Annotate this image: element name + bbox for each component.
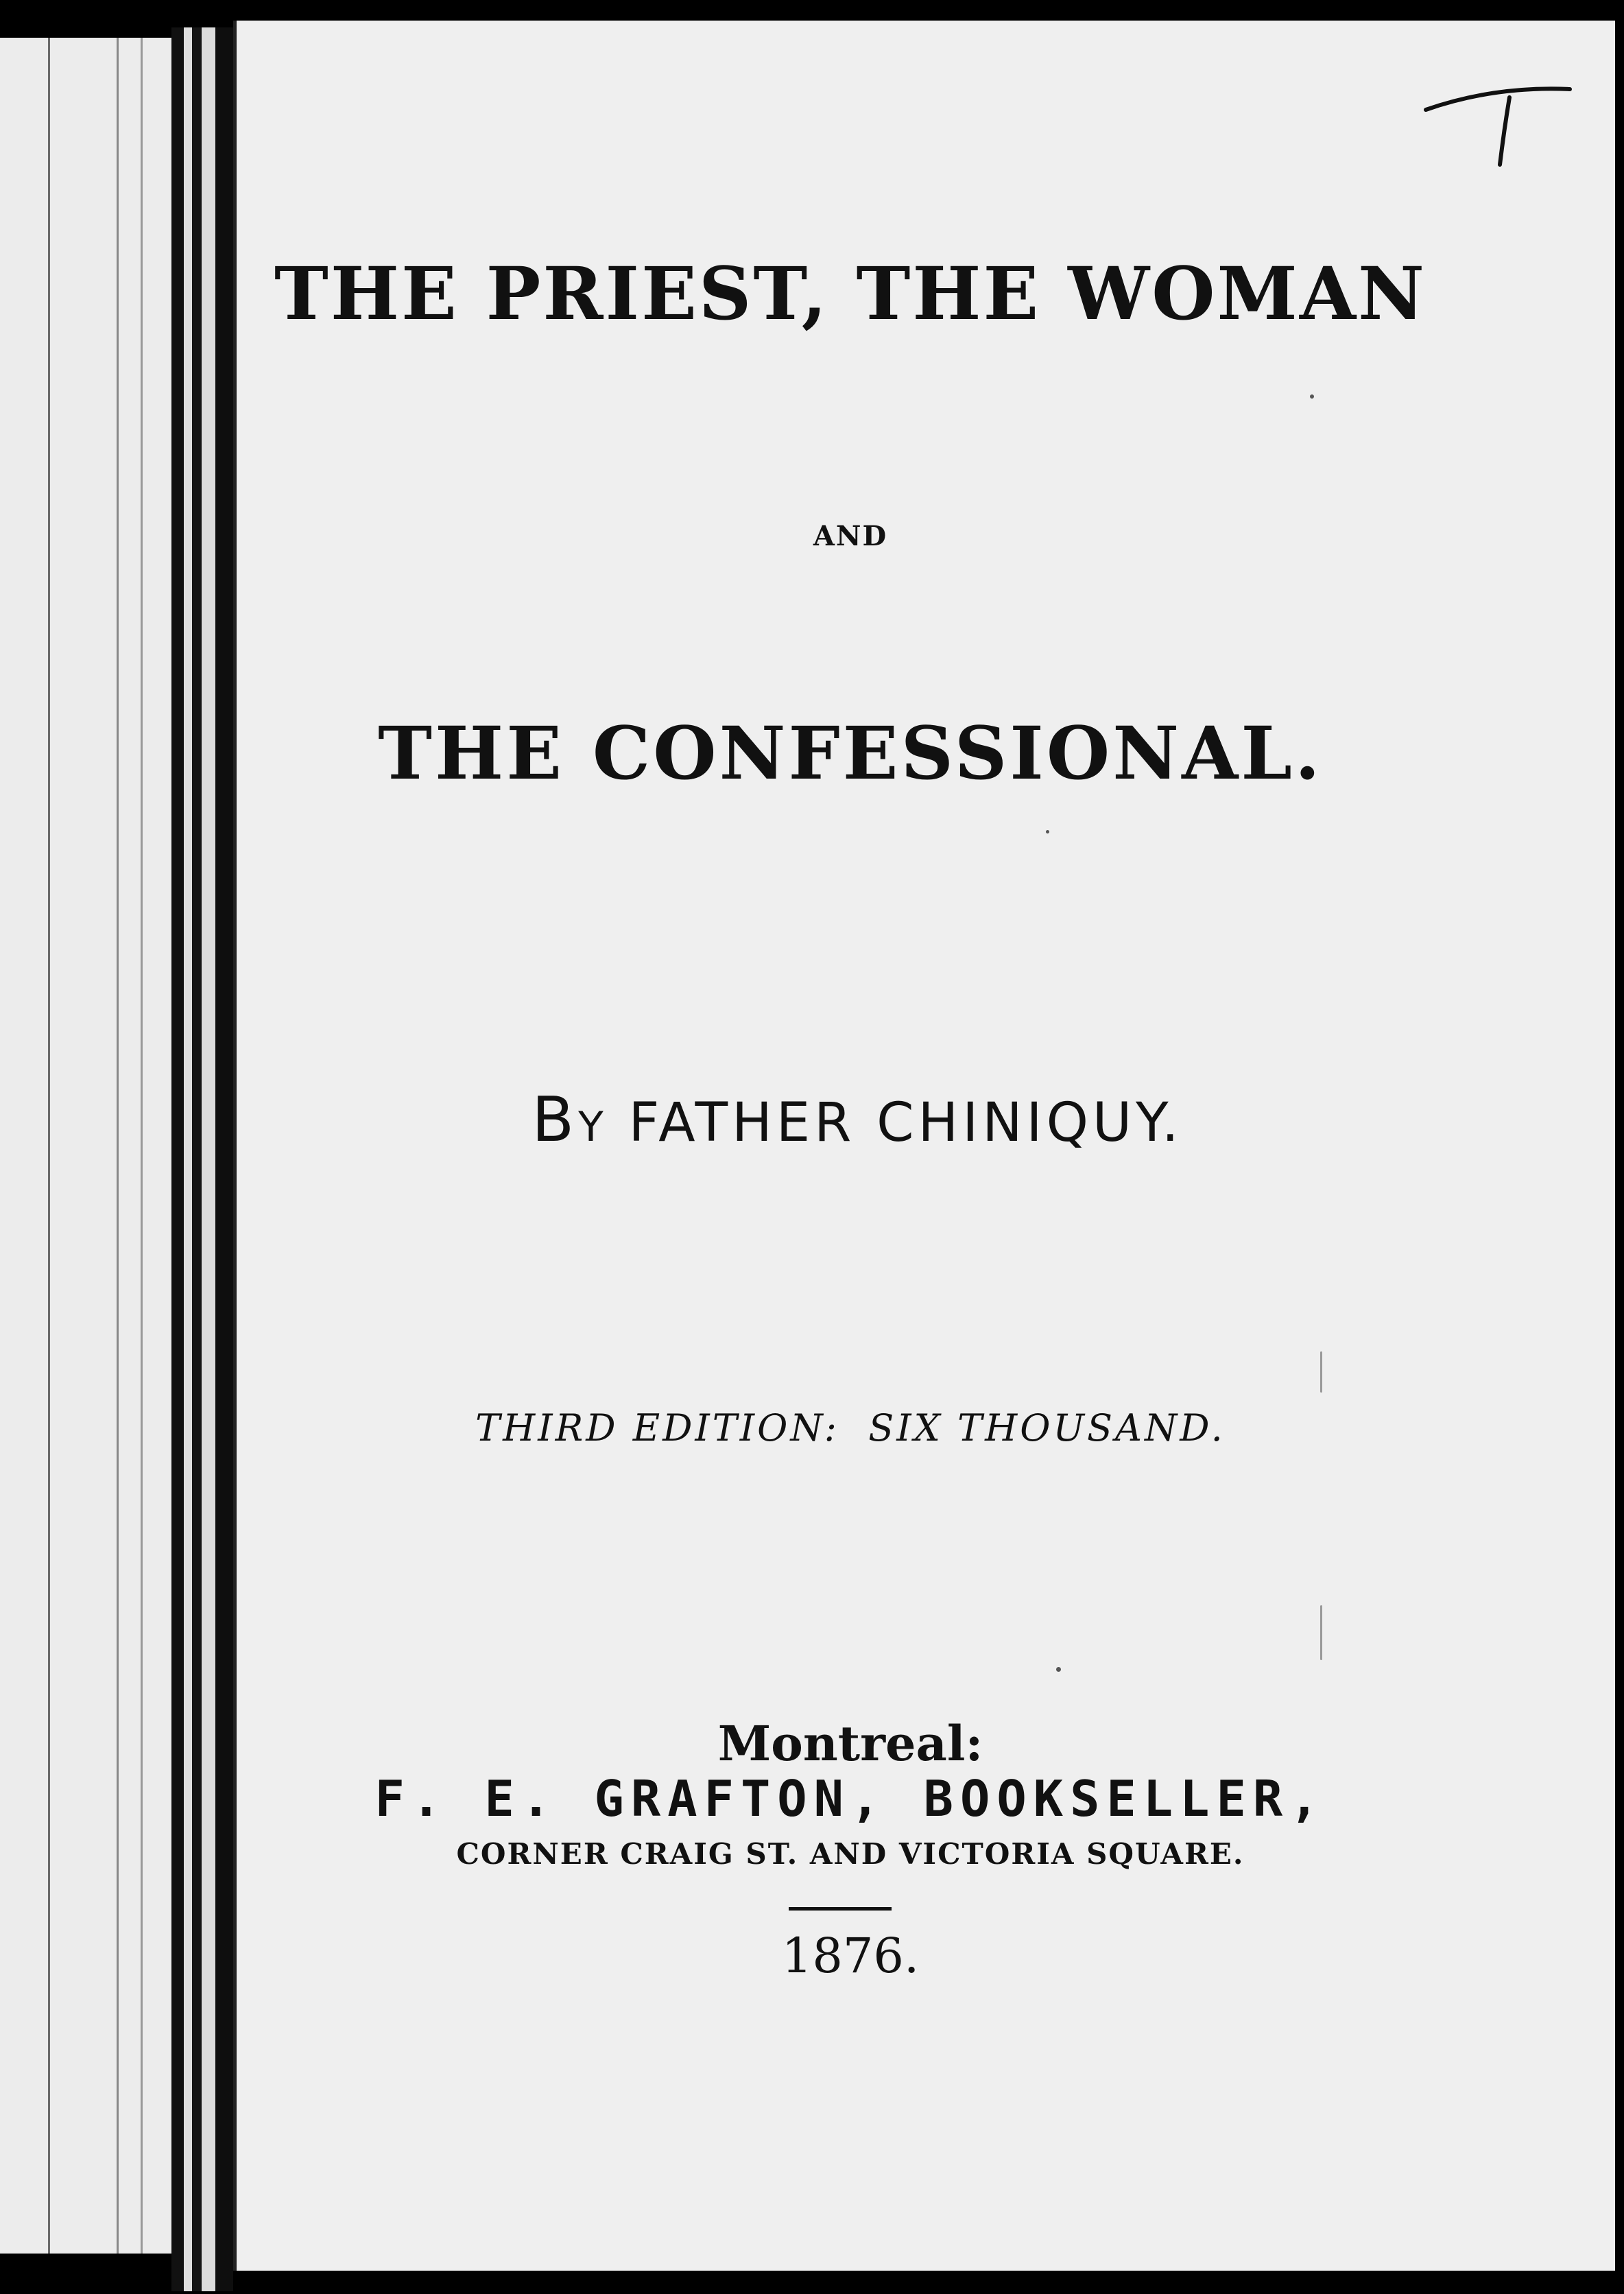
author-by-rest: Y: [578, 1103, 608, 1151]
imprint-year: 1876.: [781, 1928, 920, 1984]
facing-page: [0, 38, 174, 2254]
imprint-city: Montreal:: [717, 1715, 983, 1772]
title-line-2: THE CONFESSIONAL.: [378, 710, 1323, 796]
speck: [1046, 830, 1049, 833]
speck: [1320, 1351, 1322, 1393]
edition-line: THIRD EDITION: SIX THOUSAND.: [475, 1406, 1226, 1450]
speck: [1310, 394, 1314, 399]
page-crease: [48, 38, 50, 2254]
title-conjunction: AND: [813, 520, 888, 552]
speck: [1056, 1667, 1061, 1672]
handwritten-mark: [1419, 62, 1577, 178]
imprint-publisher: F. E. GRAFTON, BOOKSELLER,: [374, 1770, 1326, 1828]
title-line-1: THE PRIEST, THE WOMAN: [274, 250, 1427, 336]
title-page: [233, 21, 1615, 2271]
author-line: [168, 1084, 1547, 1156]
imprint-rule: [789, 1907, 892, 1911]
page-crease: [141, 38, 143, 2254]
author-by-initial: B: [532, 1084, 579, 1156]
page-crease: [117, 38, 119, 2254]
speck: [1320, 1605, 1322, 1660]
author-name: FATHER CHINIQUY.: [628, 1092, 1183, 1154]
imprint-address: CORNER CRAIG ST. AND VICTORIA SQUARE.: [456, 1837, 1245, 1871]
